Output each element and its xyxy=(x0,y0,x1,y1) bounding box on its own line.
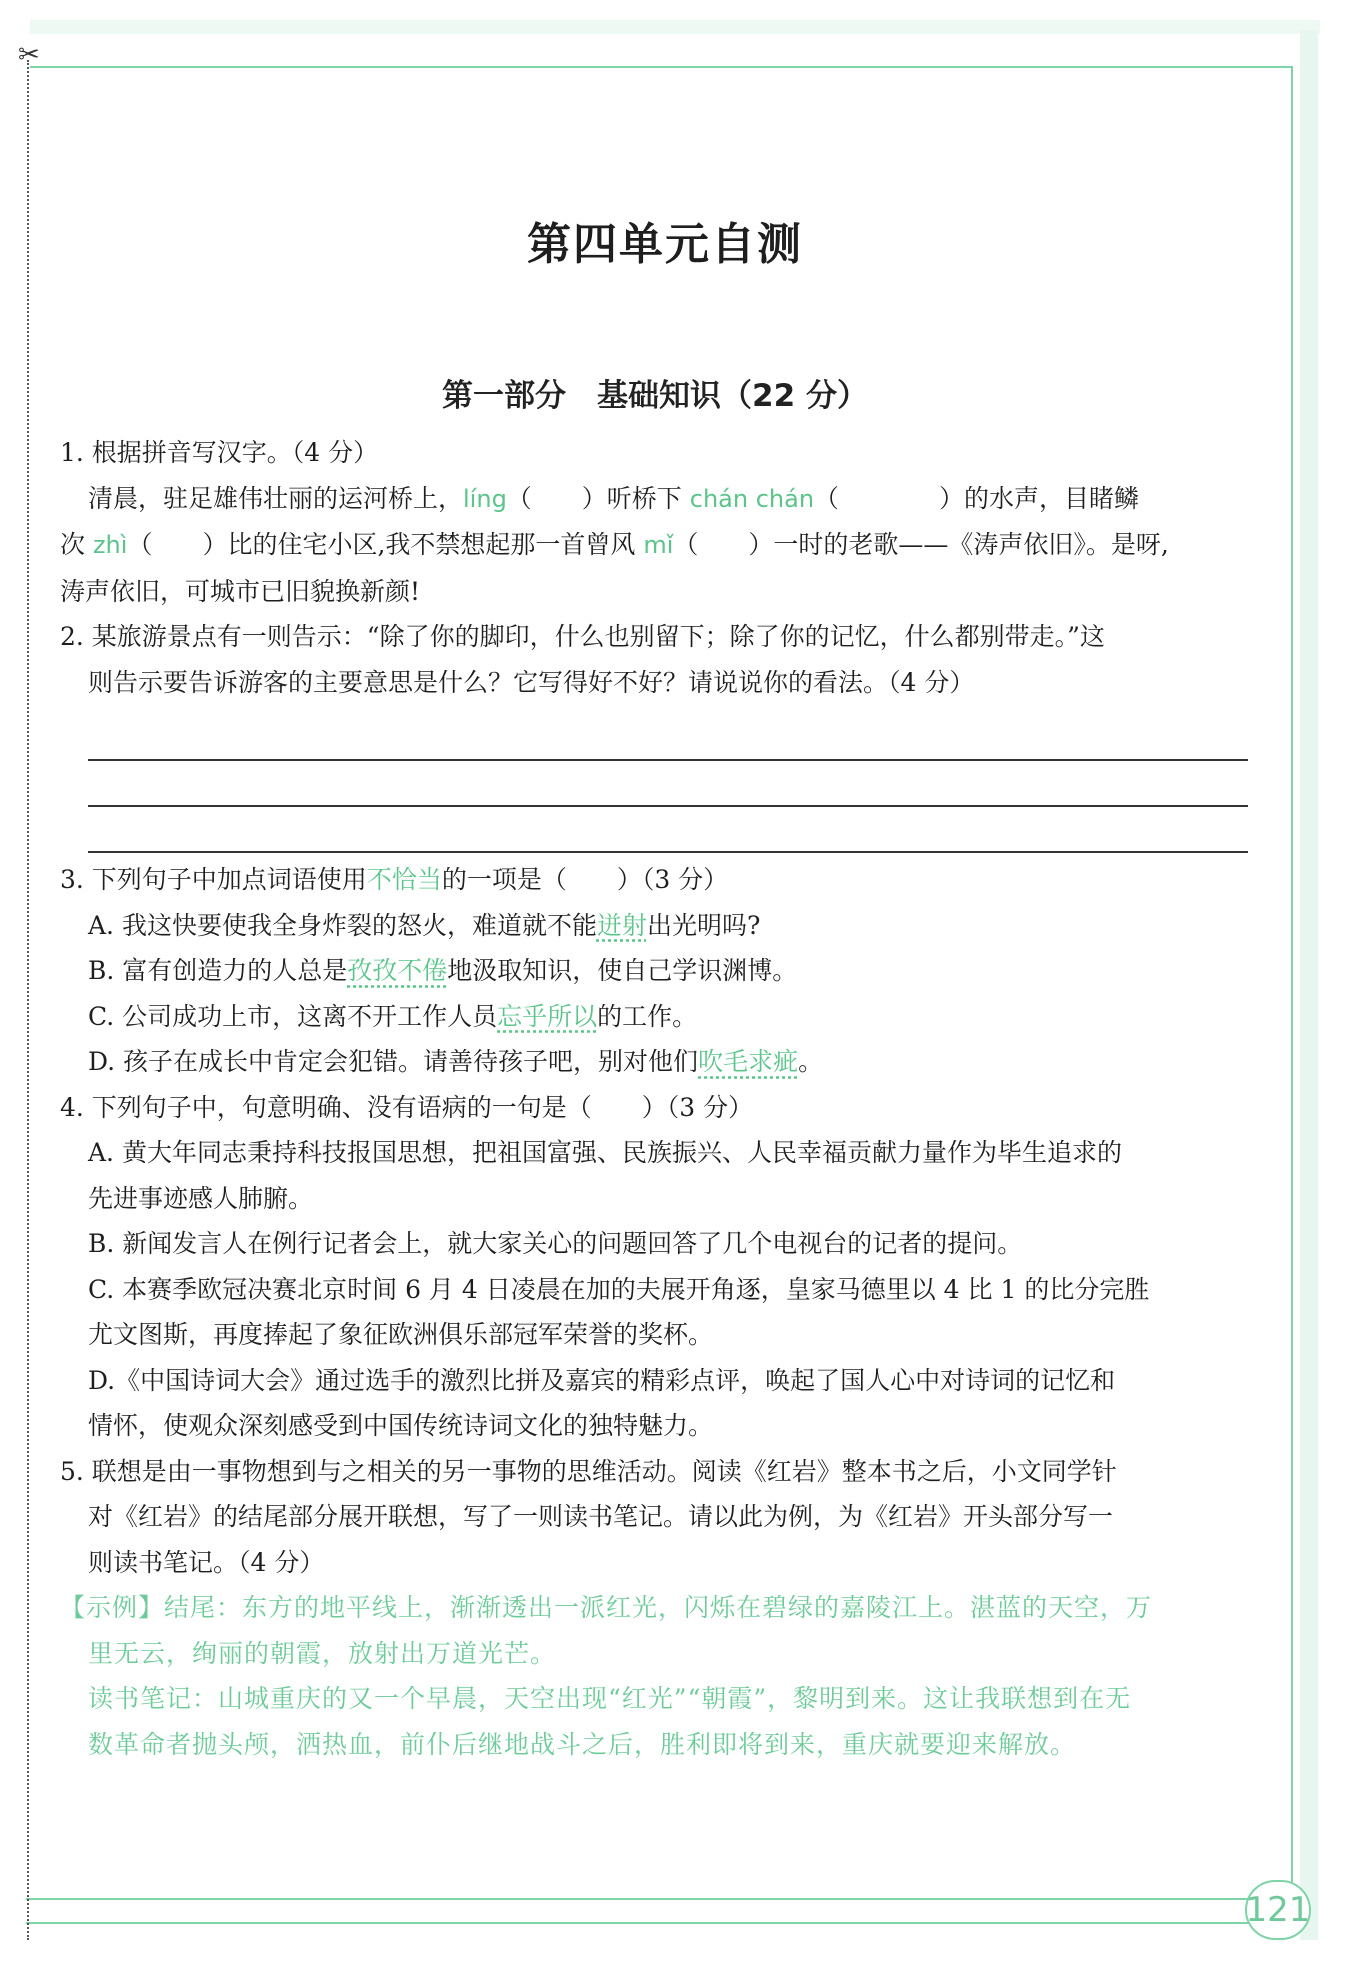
q4-line: 情怀，使观众深刻感受到中国传统诗词文化的独特魅力。 xyxy=(88,1411,714,1440)
option-text: 地汲取知识，使自己学识渊博。 xyxy=(447,956,798,985)
q1-line-2 xyxy=(60,522,1250,569)
q3-option-b xyxy=(60,948,1250,994)
q1-text: 清晨，驻足雄伟壮丽的运河桥上， xyxy=(88,483,464,513)
q5-line: 则读书笔记。（4 分） xyxy=(88,1547,325,1577)
q3-option-d xyxy=(60,1039,1250,1085)
q4-line: 先进事迹感人肺腑。 xyxy=(88,1183,314,1213)
marked-word: 迸射 xyxy=(596,910,647,940)
q4-line: 尤文图斯，再度捧起了象征欧洲俱乐部冠军荣誉的奖杯。 xyxy=(88,1320,714,1349)
q3-stem-text: 3. 下列句子中加点词语使用 xyxy=(60,865,367,894)
q2-line-2: 则告示要告诉游客的主要意思是什么？它写得好不好？请说说你的看法。（4 分） xyxy=(88,667,975,697)
question-content xyxy=(60,430,1250,1767)
q4-line: D.《中国诗词大会》通过选手的激烈比拼及嘉宾的精彩点评，唤起了国人心中对诗词的记忆和 xyxy=(88,1365,1116,1395)
q3-stem-highlight: 不恰当 xyxy=(366,865,442,894)
q5-line: 对《红岩》的结尾部分展开联想，写了一则读书笔记。请以此为例，为《红岩》开头部分写一 xyxy=(88,1502,1114,1531)
frame-bottom-rule xyxy=(26,1898,1266,1900)
q4-line: A. 黄大年同志秉持科技报国思想，把祖国富强、民族振兴、人民幸福贡献力量作为毕生追求的 xyxy=(88,1138,1122,1167)
q5-answer-line: 读书笔记：山城重庆的又一个早晨，天空出现“红光”“朝霞”，黎明到来。这让我联想到在无 xyxy=(88,1684,1132,1713)
q1-text: （ ）比的住宅小区,我不禁想起那一首曾风 xyxy=(127,530,644,559)
answer-line[interactable] xyxy=(88,807,1248,853)
q1-text: （ ）听桥下 xyxy=(506,483,690,513)
option-text: A. 我这快要使我全身炸裂的怒火，难道就不能 xyxy=(88,910,597,940)
q4-line: B. 新闻发言人在例行记者会上，就大家关心的问题回答了几个电视台的记者的提问。 xyxy=(88,1229,1023,1258)
option-text: B. 富有创造力的人总是 xyxy=(88,956,348,985)
frame-top-rule xyxy=(30,66,1293,68)
pinyin-mi: mǐ xyxy=(643,531,674,559)
q5-answer-line: 里无云，绚丽的朝霞，放射出万道光芒。 xyxy=(88,1638,557,1668)
marked-word: 忘乎所以 xyxy=(497,1001,598,1031)
q1-line-1 xyxy=(60,476,1250,523)
q4-line: C. 本赛季欧冠决赛北京时间 6 月 4 日凌晨在加的夫展开角逐，皇家马德里以 4 比 1 的比分完胜 xyxy=(88,1274,1150,1304)
frame-top-band xyxy=(30,20,1320,34)
option-text: D. 孩子在成长中肯定会犯错。请善待孩子吧，别对他们 xyxy=(88,1047,699,1076)
q3-option-a xyxy=(60,903,1250,949)
q3-stem-text: 的一项是（ ）（3 分） xyxy=(441,865,729,894)
option-text: 的工作。 xyxy=(597,1001,698,1031)
pinyin-ling: líng xyxy=(463,484,507,513)
q1-stem: 1. 根据拼音写汉字。（4 分） xyxy=(60,438,379,467)
q1-text: 次 xyxy=(60,530,93,559)
answer-line[interactable] xyxy=(88,761,1248,807)
q3-option-c xyxy=(60,994,1250,1040)
marked-word: 孜孜不倦 xyxy=(347,956,448,985)
cut-line xyxy=(27,60,29,1940)
frame-right-rule xyxy=(1291,66,1293,1901)
frame-bottom-rule-2 xyxy=(26,1922,1266,1924)
page-title: 第四单元自测 xyxy=(527,219,803,270)
q3-stem xyxy=(60,857,1250,903)
q2-answer-area[interactable] xyxy=(60,715,1250,853)
pinyin-chanchan: chán chán xyxy=(689,484,815,513)
q1-line-3: 涛声依旧，可城市已旧貌换新颜! xyxy=(60,576,421,606)
q5-answer-line: 【示例】结尾：东方的地平线上，渐渐透出一派红光，闪烁在碧绿的嘉陵江上。湛蓝的天空，万 xyxy=(60,1593,1153,1622)
pinyin-zhi: zhì xyxy=(92,531,128,559)
scissors-icon: ✂ xyxy=(18,40,40,70)
q1-text: （ ）一时的老歌——《涛声依旧》。是呀, xyxy=(673,530,1169,559)
frame-right-band xyxy=(1300,30,1318,1940)
option-text: 。 xyxy=(798,1047,824,1076)
answer-line[interactable] xyxy=(88,715,1248,761)
q5-line: 5. 联想是由一事物想到与之相关的另一事物的思维活动。阅读《红岩》整本书之后，小文同学针 xyxy=(60,1456,1117,1486)
q4-stem: 4. 下列句子中，句意明确、没有语病的一句是（ ）（3 分） xyxy=(60,1092,754,1122)
section-title: 第一部分 基础知识（22 分） xyxy=(442,378,868,414)
q1-text: （ ）的水声，目睹鳞 xyxy=(814,483,1140,513)
option-text: C. 公司成功上市，这离不开工作人员 xyxy=(88,1001,498,1031)
marked-word: 吹毛求疵 xyxy=(698,1047,799,1076)
page-number: 121 xyxy=(1245,1880,1311,1940)
option-text: 出光明吗? xyxy=(646,910,761,940)
q5-answer-line: 数革命者抛头颅，洒热血，前仆后继地战斗之后，胜利即将到来，重庆就要迎来解放。 xyxy=(88,1729,1077,1759)
q2-line-1: 2. 某旅游景点有一则告示：“除了你的脚印，什么也别留下；除了你的记忆，什么都别带走。”这 xyxy=(60,622,1105,651)
